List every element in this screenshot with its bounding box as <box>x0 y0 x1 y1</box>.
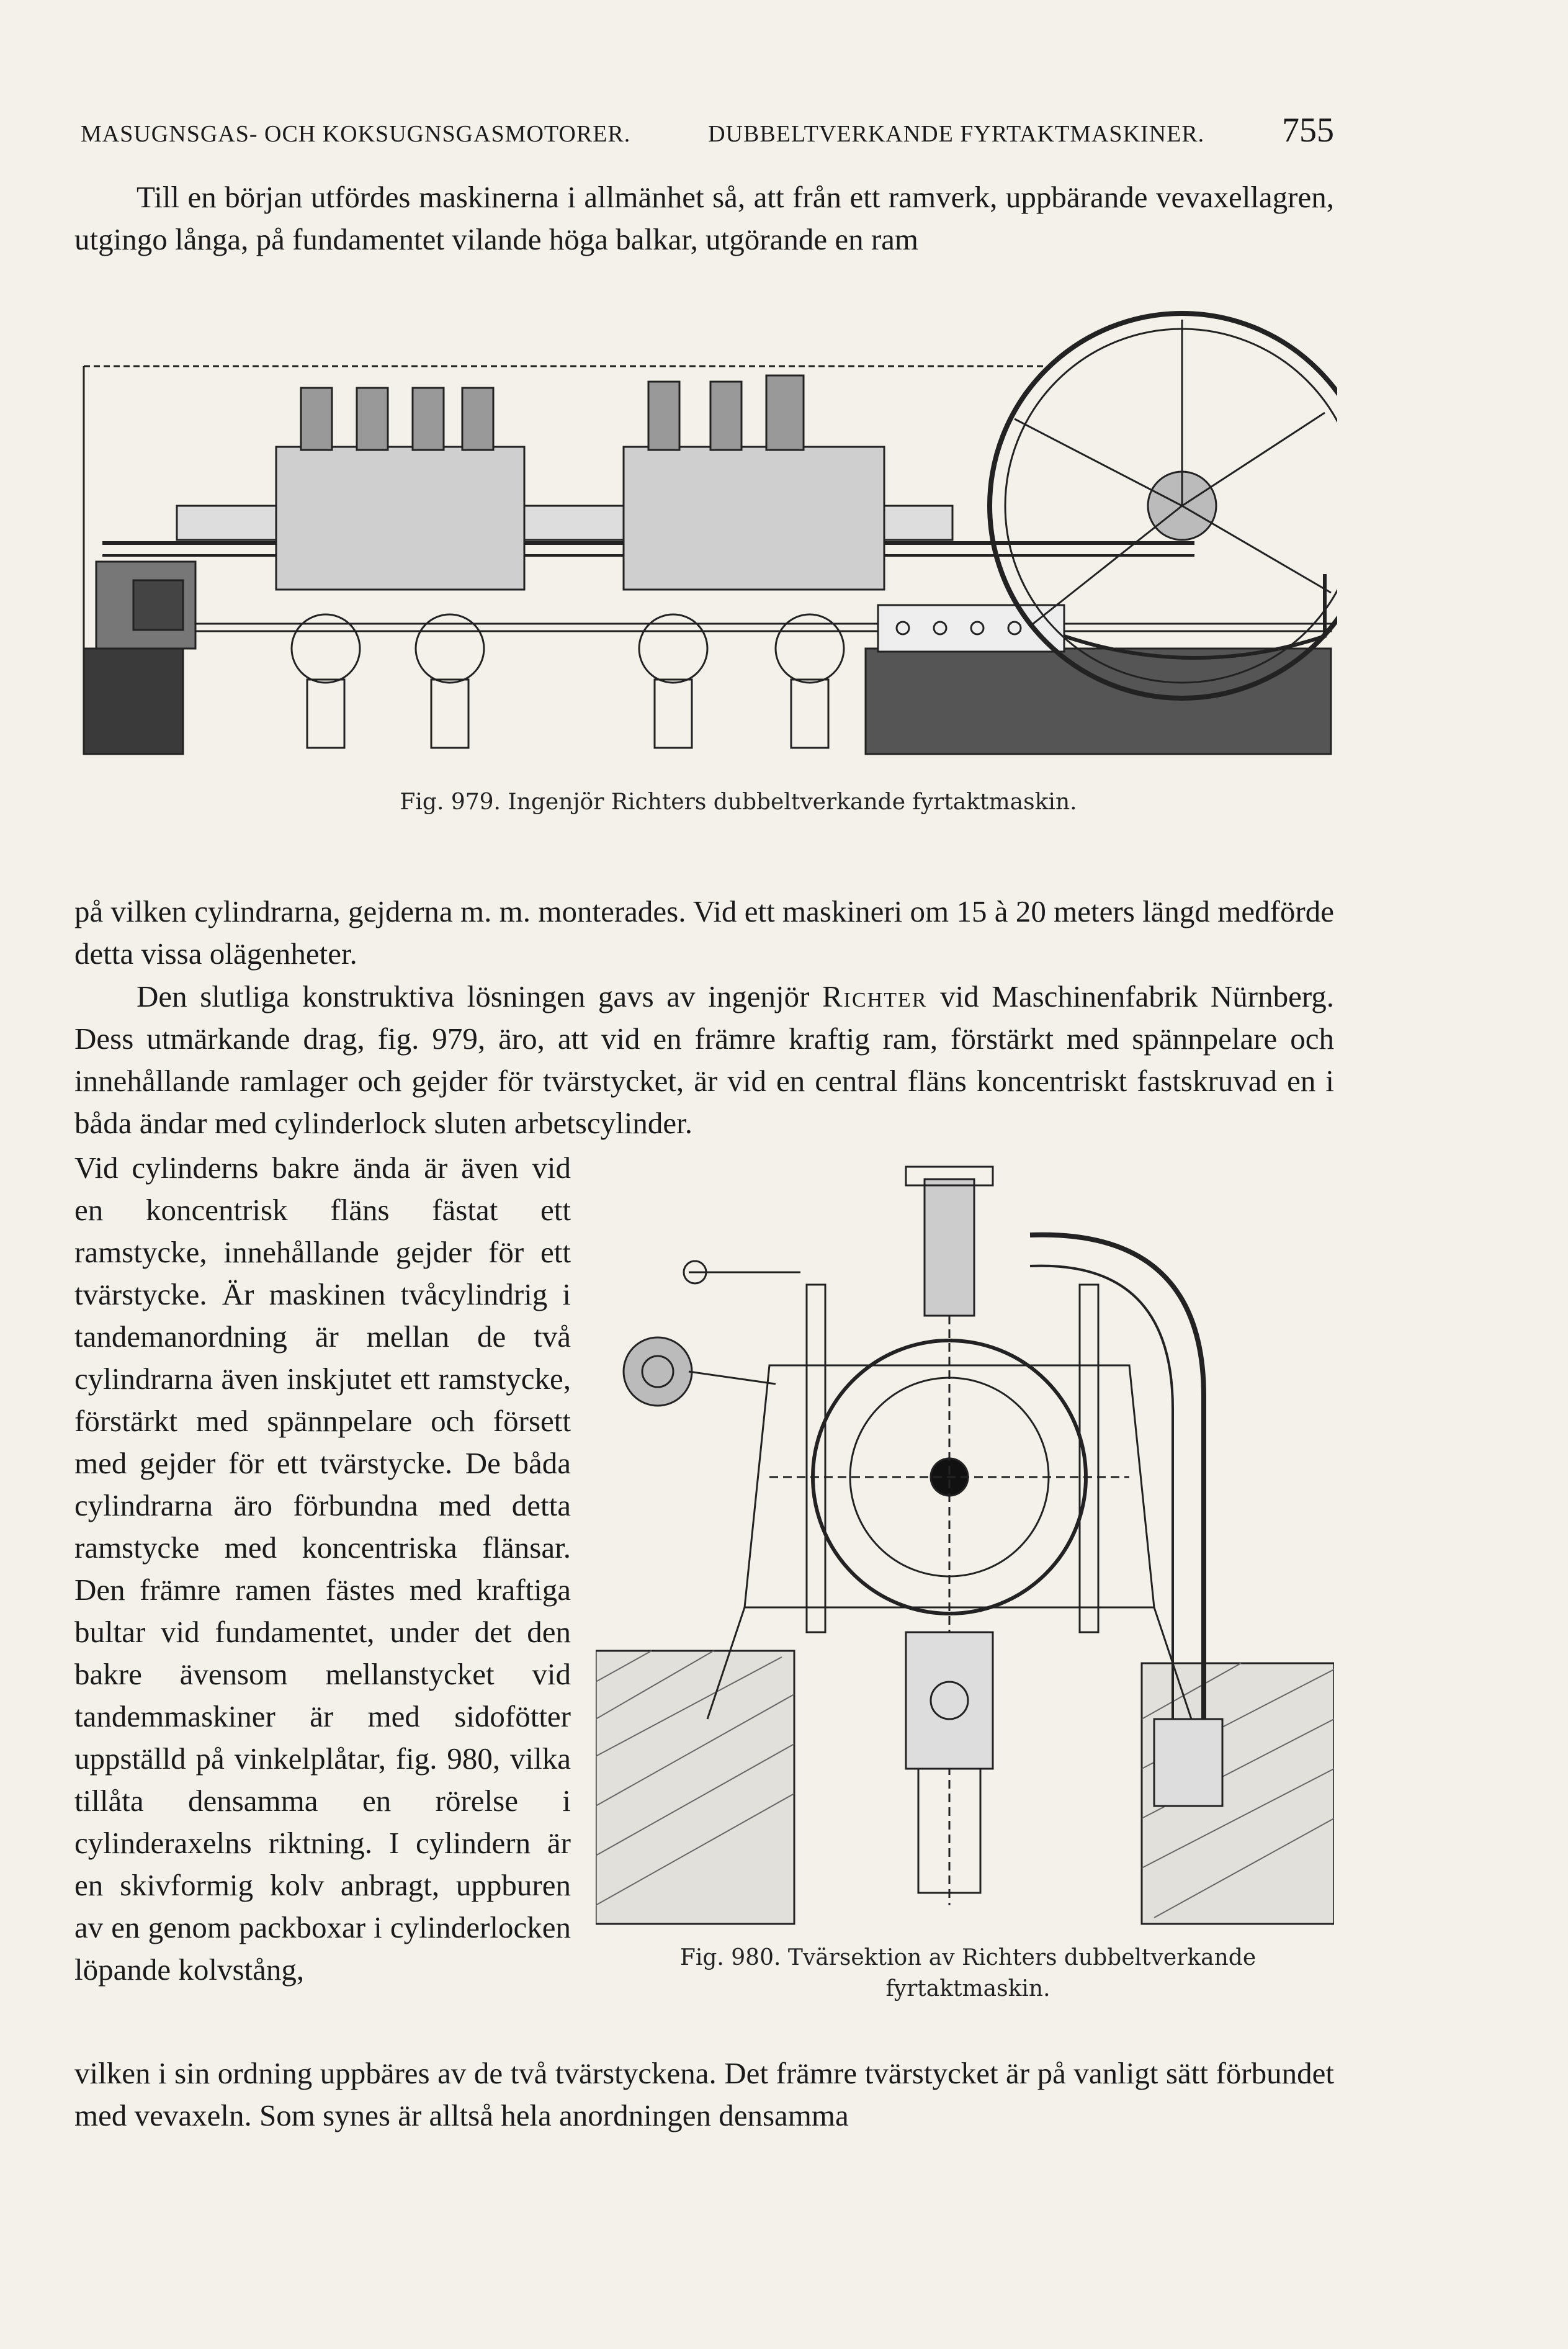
page-number: 755 <box>1281 111 1334 150</box>
paragraph-3 <box>74 976 1334 1144</box>
figure-979-engine-elevation <box>78 301 1337 757</box>
paragraph-narrow: Vid cylinderns bakre ända är även vid en koncentrisk fläns fästat ett ramstycke, innehållande gejder för ett tvärstycke. Är maskinen tvåcylindrig i tandemanordning är mellan de två cylindrarna även inskjutet ett ramstycke, förstärkt med spännpelare och försett med gejder för ett tvärstycke. De båda cylindrarna äro förbundna med detta ramstycke med koncentriska flänsar. Den främre ramen fästes med kraftiga bultar vid fundamentet, under det den bakre ävensom mellanstycket vid tandemmaskiner är med sidofötter uppställd på vinkelplåtar, fig. 980, vilka tillåta densamma en rörelse i cylinderaxelns riktning. I cylindern är en skivformig kolv anbragt, uppburen av en genom packboxar i cylinderlocken löpande kolvstång, <box>74 1151 571 1987</box>
header-left: MASUGNSGAS- OCH KOKSUGNSGASMOTORER. <box>81 121 631 147</box>
paragraph-3-name: Richter <box>822 979 928 1013</box>
figure-980-caption-line-2: fyrtaktmaskin. <box>885 1976 1051 2001</box>
paragraph-4: vilken i sin ordning uppbäres av de två tvärstyckena. Det främre tvärstycket är på vanligt sätt förbundet med vevaxeln. Som synes är alltså hela anordningen densamma <box>74 2056 1334 2132</box>
paragraph-3-start: Den slutliga konstruktiva lösningen gavs av ingenjör <box>137 979 810 1013</box>
paragraph-2: på vilken cylindrarna, gejderna m. m. monterades. Vid ett maskineri om 15 à 20 meters längd medförde detta vissa olägenheter. <box>74 894 1334 971</box>
figure-979-caption: Fig. 979. Ingenjör Richters dubbeltverkande fyrtaktmaskin. <box>400 789 1077 815</box>
figure-980-caption <box>614 1943 1322 2005</box>
paragraph-3-rest: vid Maschinenfabrik Nürnberg. Dess utmärkande drag, fig. 979, äro, att vid en främre kraftig ram, förstärkt med spännpelare och innehållande ramlager och gejder för tvärstycket, är vid en central fläns koncentriskt fastskruvad en i båda ändar med cylinderlock sluten arbetscylinder. <box>74 979 1335 1140</box>
figure-980-caption-line-1: Fig. 980. Tvärsektion av Richters dubbeltverkande <box>679 1945 1257 1970</box>
header-right: DUBBELTVERKANDE FYRTAKTMASKINER. <box>708 121 1205 147</box>
paragraph-1: Till en början utfördes maskinerna i allmänhet så, att från ett ramverk, uppbärande vevaxellagren, utgingo långa, på fundamentet vilande höga balkar, utgörande en ram <box>74 180 1334 256</box>
figure-980-cross-section <box>596 1161 1334 1930</box>
running-header <box>81 110 1334 150</box>
